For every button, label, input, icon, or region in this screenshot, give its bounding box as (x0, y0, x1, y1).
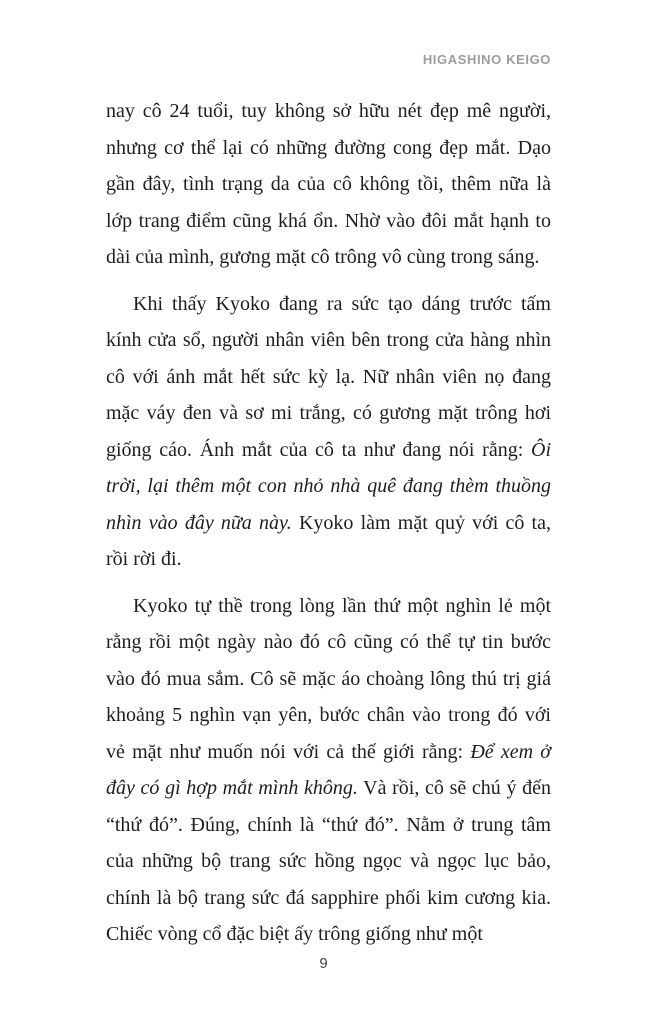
text-run: Và rồi, cô sẽ chú ý đến “thứ đó”. Đúng, chính là “thứ đó”. Nằm ở trung tâm của những bộ trang sức hồng ngọc và ngọc lục bảo, chính là bộ trang sức đá sapphire phối kim cương kia. Chiếc vòng cổ đặc biệt ấy trông giống như một (106, 777, 551, 945)
text-run-italic: Ôi trời, lại thêm một con nhỏ nhà quê đang thèm thuồng nhìn vào đây nữa này. (106, 438, 551, 534)
text-run: Kyoko tự thề trong lòng lần thứ một nghìn lẻ một rằng rồi một ngày nào đó cô cũng có thể tự tin bước vào đó mua sắm. Cô sẽ mặc áo choàng lông thú trị giá khoảng 5 nghìn vạn yên, bước chân vào trong đó với vẻ mặt như muốn nói với cả thế giới rằng: (106, 594, 551, 763)
running-header: HIGASHINO KEIGO (422, 52, 551, 67)
text-run: Kyoko làm mặt quỷ với cô ta, rồi rời đi. (106, 511, 551, 570)
text-run-italic: Để xem ở đây có gì hợp mắt mình không. (106, 740, 551, 799)
text-run: Khi thấy Kyoko đang ra sức tạo dáng trước tấm kính cửa sổ, người nhân viên bên trong cửa hàng nhìn cô với ánh mắt hết sức kỳ lạ. Nữ nhân viên nọ đang mặc váy đen và sơ mi trắng, có gương mặt trông hơi giống cáo. Ánh mắt của cô ta như đang nói rằng: (106, 292, 551, 461)
body-text (106, 93, 551, 953)
paragraph (106, 286, 551, 578)
paragraph (106, 588, 551, 953)
page-number: 9 (319, 955, 328, 972)
text-run: nay cô 24 tuổi, tuy không sở hữu nét đẹp mê người, nhưng cơ thể lại có những đường cong đẹp mắt. Dạo gần đây, tình trạng da của cô không tồi, thêm nữa là lớp trang điểm cũng khá ổn. Nhờ vào đôi mắt hạnh to dài của mình, gương mặt cô trông vô cùng trong sáng. (106, 100, 551, 268)
paragraph (106, 93, 551, 276)
